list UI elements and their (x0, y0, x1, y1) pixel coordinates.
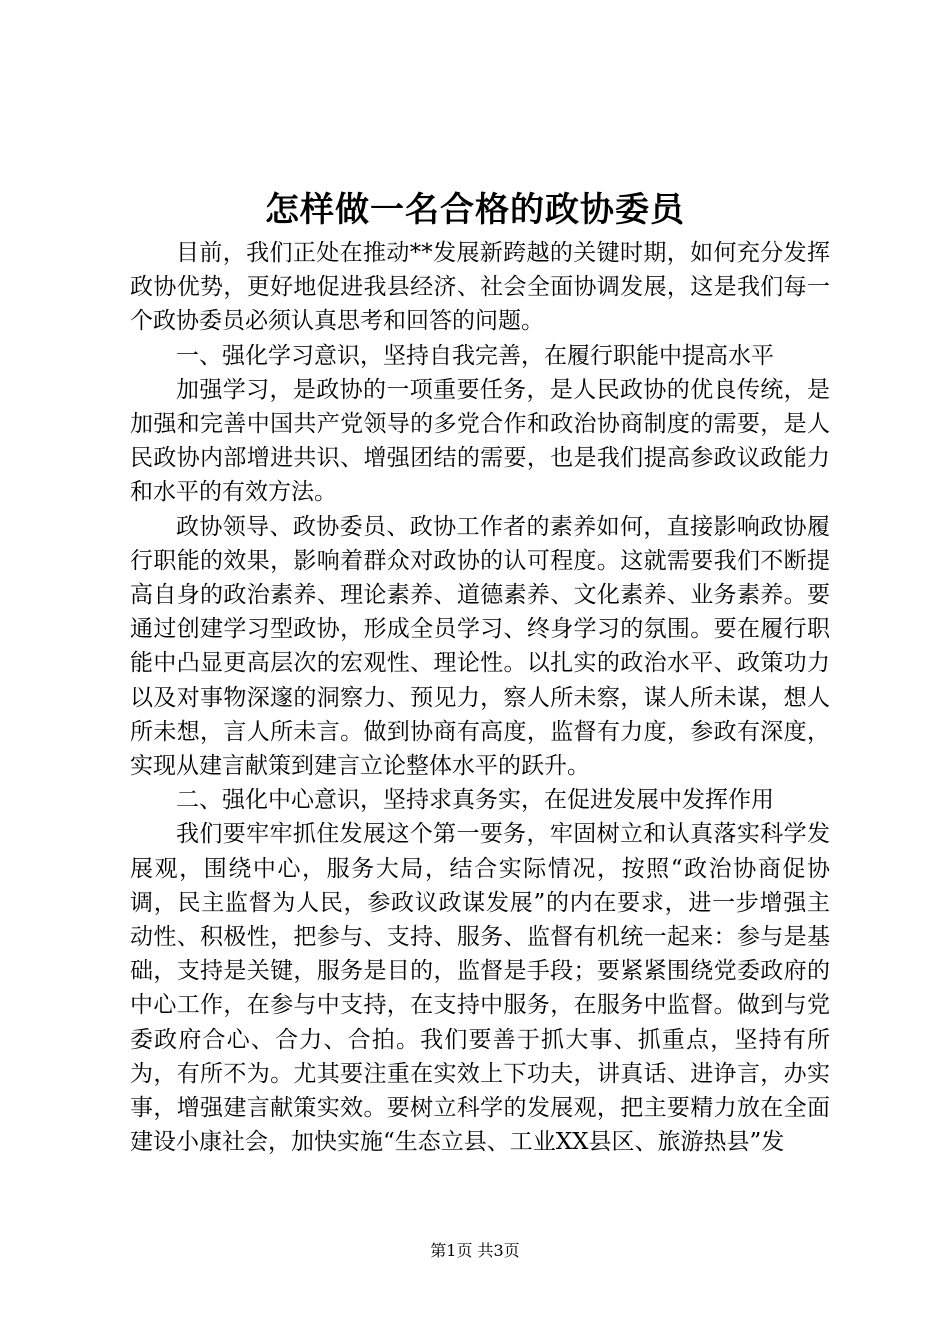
page-number-footer: 第1页 共3页 (430, 1241, 520, 1260)
document-body (130, 236, 830, 1159)
document-title: 怎样做一名合格的政协委员 (265, 190, 685, 230)
section-heading-1: 一、强化学习意识，坚持自我完善，在履行职能中提高水平 (176, 342, 774, 369)
body-paragraph: 政协领导、政协委员、政协工作者的素养如何，直接影响政协履行职能的效果，影响着群众对政协的认可程度。这就需要我们不断提高自身的政治素养、理论素养、道德素养、文化素养、业务素养。要通过创建学习型政协，形成全员学习、终身学习的氛围。要在履行职能中凸显更高层次的宏观性、理论性。以扎实的政治水平、政策功力以及对事物深邃的洞察力、预见力，察人所未察，谋人所未谋，想人所未想，言人所未言。做到协商有高度，监督有力度，参政有深度，实现从建言献策到建言立论整体水平的跃升。 (130, 513, 830, 780)
body-paragraph: 我们要牢牢抓住发展这个第一要务，牢固树立和认真落实科学发展观，围绕中心，服务大局，结合实际情况，按照“政治协商促协调，民主监督为人民，参政议政谋发展”的内在要求，进一步增强主动性、积极性，把参与、支持、服务、监督有机统一起来：参与是基础，支持是关键，服务是目的，监督是手段；要紧紧围绕党委政府的中心工作，在参与中支持，在支持中服务，在服务中监督。做到与党委政府合心、合力、合拍。我们要善于抓大事、抓重点，坚持有所为，有所不为。尤其要注重在实效上下功夫，讲真话、进诤言，办实事，增强建言献策实效。要树立科学的发展观，把主要精力放在全面建设小康社会，加快实施“生态立县、工业XX县区、旅游热县”发 (130, 821, 830, 1156)
section-heading-2: 二、强化中心意识，坚持求真务实，在促进发展中发挥作用 (176, 787, 774, 814)
intro-paragraph: 目前，我们正处在推动**发展新跨越的关键时期，如何充分发挥政协优势，更好地促进我县经济、社会全面协调发展，这是我们每一个政协委员必须认真思考和回答的问题。 (130, 240, 830, 335)
body-paragraph: 加强学习，是政协的一项重要任务，是人民政协的优良传统，是加强和完善中国共产党领导的多党合作和政治协商制度的需要，是人民政协内部增进共识、增强团结的需要，也是我们提高参政议政能力和水平的有效方法。 (130, 376, 830, 506)
